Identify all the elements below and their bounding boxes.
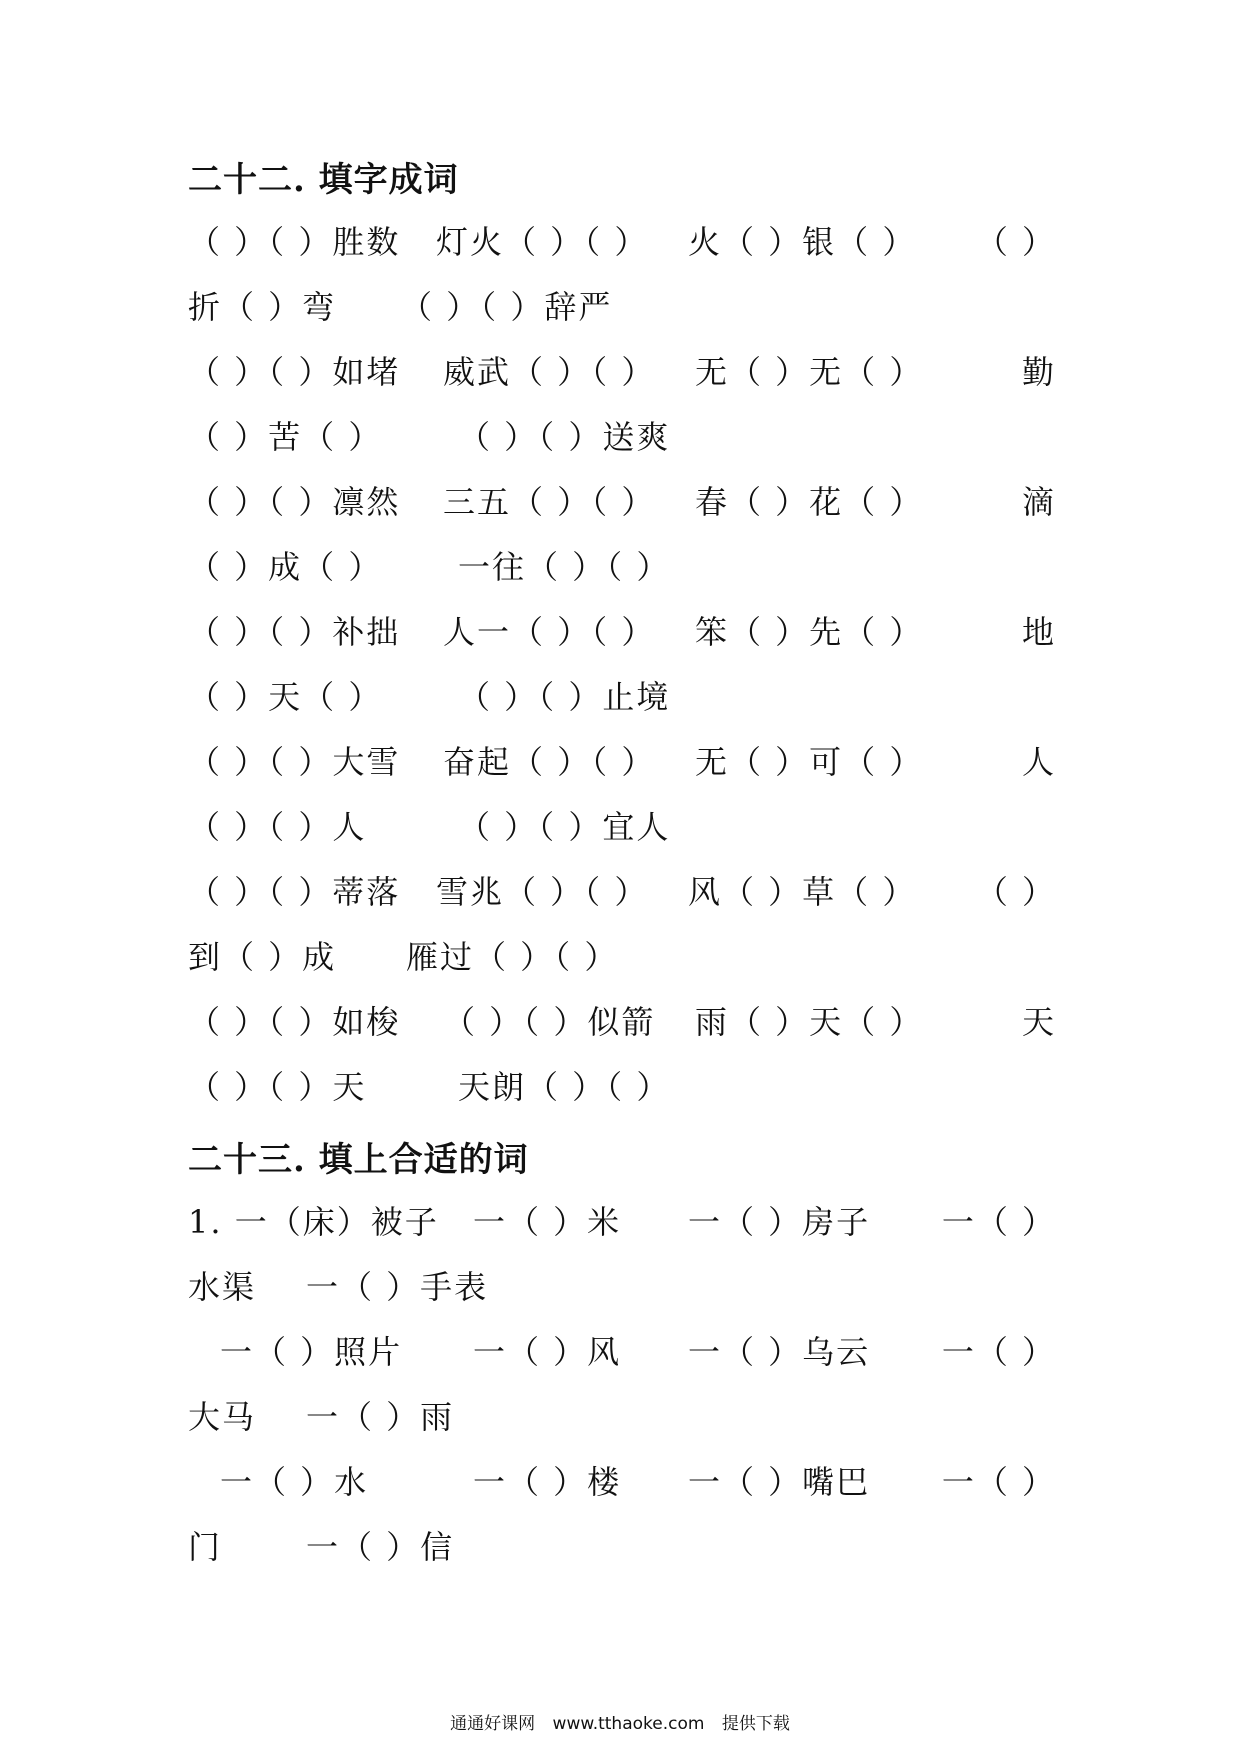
s22-item: （ ）（ ）大雪 (188, 743, 401, 781)
s22-item: （ ）（ ）胜数 (188, 223, 401, 261)
s22-item: 无（ ）无（ ） (695, 353, 924, 391)
s22-line-4 (188, 417, 1056, 457)
s22-line-2 (188, 287, 1056, 327)
s23-item: 一（ ）楼 (473, 1463, 622, 1501)
s23-item: 一（ ）信 (306, 1528, 455, 1566)
s23-line-2 (188, 1267, 1056, 1307)
s22-line-1 (188, 222, 1056, 262)
s22-item: （ ） (975, 223, 1056, 261)
page-footer (0, 1712, 1240, 1736)
s22-line-8 (188, 677, 1056, 717)
s22-line-11 (188, 872, 1056, 912)
s23-item: 一（ ）嘴巴 (688, 1463, 871, 1501)
s23-item: 一（ ）房子 (688, 1203, 871, 1241)
s22-line-10 (188, 807, 1056, 847)
s22-item: 地 (1021, 613, 1056, 651)
s22-item: 勤 (1021, 353, 1056, 391)
s23-item: 一（ ）水 (220, 1463, 369, 1501)
s22-item: 三五（ ）（ ） (443, 483, 656, 521)
s22-item: 春（ ）花（ ） (695, 483, 924, 521)
s23-item: 一（ ） (941, 1203, 1056, 1241)
s22-line-13 (188, 1002, 1056, 1042)
s22-item: 威武（ ）（ ） (443, 353, 656, 391)
s22-line-14 (188, 1067, 1056, 1107)
s23-item: 一（ ） (941, 1333, 1056, 1371)
s22-item: 人一（ ）（ ） (443, 613, 656, 651)
footer-url[interactable]: www.tthaoke.com (552, 1714, 705, 1734)
s22-line-7 (188, 612, 1056, 652)
s22-item: （ ）（ ）如堵 (188, 353, 401, 391)
s22-line-6 (188, 547, 1056, 587)
s22-item: （ ）（ ）蒂落 (188, 873, 401, 911)
s22-item: 人 (1021, 743, 1056, 781)
s23-item: 门 (188, 1528, 223, 1566)
s22-line-12 (188, 937, 1056, 977)
s22-line-3 (188, 352, 1056, 392)
s22-item: 雪兆（ ）（ ） (436, 873, 649, 911)
s22-item: （ ）成（ ） (188, 548, 383, 586)
s22-line-5 (188, 482, 1056, 522)
s22-item: 滴 (1021, 483, 1056, 521)
footer-site-name: 通通好课网 (450, 1714, 536, 1734)
s22-item: 天朗（ ）（ ） (458, 1068, 671, 1106)
s22-item: 灯火（ ）（ ） (436, 223, 649, 261)
s22-item: 奋起（ ）（ ） (443, 743, 656, 781)
s22-item: （ ）（ ）补拙 (188, 613, 401, 651)
section-22-heading: 二十二. 填字成词 (188, 160, 459, 200)
s23-item: 一（ ）手表 (306, 1268, 489, 1306)
s22-item: （ ）（ ）凛然 (188, 483, 401, 521)
s22-item: 雨（ ）天（ ） (695, 1003, 924, 1041)
s22-item: （ ）（ ）天 (188, 1068, 367, 1106)
footer-note: 提供下载 (721, 1714, 790, 1734)
s22-item: （ ）苦（ ） (188, 418, 383, 456)
s23-item: 一（ ）乌云 (688, 1333, 871, 1371)
s22-item: 风（ ）草（ ） (688, 873, 917, 911)
s23-line-4 (188, 1397, 1056, 1437)
s23-item: 一（ ）雨 (306, 1398, 455, 1436)
s22-item: 折（ ）弯 (188, 288, 337, 326)
s22-item: （ ）（ ）人 (188, 808, 367, 846)
s22-item: 一往（ ）（ ） (458, 548, 671, 586)
s23-line-3 (188, 1332, 1056, 1372)
s22-item: （ ）（ ）如梭 (188, 1003, 401, 1041)
s22-item: （ ）（ ）送爽 (458, 418, 671, 456)
s22-item: （ ）（ ）宜人 (458, 808, 671, 846)
s23-item: 水渠 (188, 1268, 257, 1306)
s22-line-9 (188, 742, 1056, 782)
s22-item: （ ）（ ）似箭 (443, 1003, 656, 1041)
s23-line-6 (188, 1527, 1056, 1567)
s22-item: 天 (1021, 1003, 1056, 1041)
s22-item: 无（ ）可（ ） (695, 743, 924, 781)
section-23-heading: 二十三. 填上合适的词 (188, 1140, 529, 1180)
s22-item: （ ）天（ ） (188, 678, 383, 716)
s23-item: 大马 (188, 1398, 257, 1436)
s23-item: 1. 一（床）被子 (188, 1203, 439, 1241)
s22-item: 到（ ）成 (188, 938, 337, 976)
s22-item: （ ） (975, 873, 1056, 911)
s23-line-1 (188, 1202, 1056, 1242)
s22-item: （ ）（ ）辞严 (400, 288, 613, 326)
s23-item: 一（ ） (941, 1463, 1056, 1501)
s22-item: 雁过（ ）（ ） (406, 938, 619, 976)
s23-item: 一（ ）米 (473, 1203, 622, 1241)
s22-item: 笨（ ）先（ ） (695, 613, 924, 651)
s22-item: （ ）（ ）止境 (458, 678, 671, 716)
s22-item: 火（ ）银（ ） (688, 223, 917, 261)
s23-item: 一（ ）照片 (220, 1333, 403, 1371)
s23-line-5 (188, 1462, 1056, 1502)
s23-item: 一（ ）风 (473, 1333, 622, 1371)
